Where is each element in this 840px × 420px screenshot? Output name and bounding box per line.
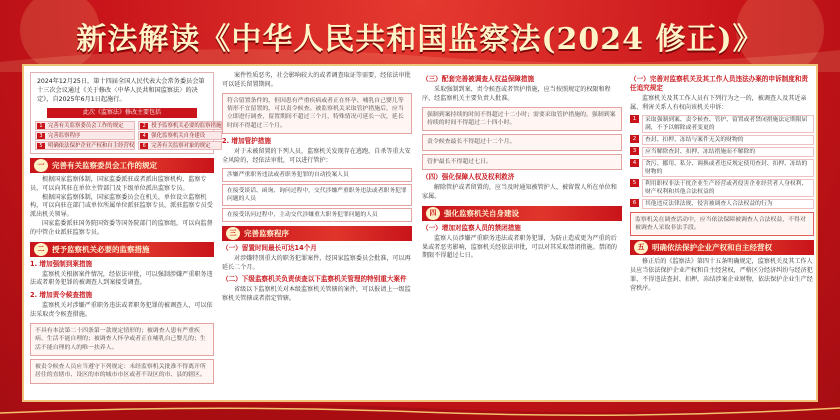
paragraph: 修正后的《监察法》第四十五条明确规定，监察机关及其工作人员应当依法保护企业产权和自主经营权，严格区分经济纠纷与经济犯罪，不得违法查封、扣押、冻结涉案企业财物，依法保护企业生产经营秩序。 bbox=[630, 258, 813, 292]
column-2 bbox=[222, 72, 412, 394]
sub-heading: （二）下级监察机关负责侦查以下监察机关管理的特别重大案件 bbox=[222, 275, 407, 284]
paragraph: 监察人员涉嫌严重职务违法或者职务犯罪，为防止造成更为严重的后果或者恶劣影响，监察机关经依法审批，可以对其采取禁闭措施。禁闭的期限不得超过七日。 bbox=[422, 234, 617, 260]
menu-item: 3 完善监察程序 bbox=[35, 131, 135, 140]
paragraph: 监察机关对涉嫌严重职务违法或者职务犯罪的被调查人，可以依法采取责令候查措施。 bbox=[30, 302, 213, 318]
paragraph: 监察机关根据案件情况，经依法审批，可以强制涉嫌严重职务违法或者职务犯罪的被调查人到案接受调查。 bbox=[30, 270, 213, 287]
paragraph: 国家监委派驻国务院国资委等国务院部门的监察组，可以向监督的中管企业派驻监察专员。 bbox=[30, 219, 213, 236]
page-title: 新法解读《中华人民共和国监察法(2024 修正)》 bbox=[76, 22, 764, 57]
list-item: 6 其他违反法律法规、侵害被调查人合法权益的行为 bbox=[630, 199, 814, 209]
footer-wave-decoration bbox=[0, 398, 840, 420]
menu-item: 1 完善有关监察委员会工作的规定 bbox=[35, 121, 135, 130]
menu-list bbox=[31, 118, 222, 153]
sub-heading: （一）增加对监察人员的禁闭措施 bbox=[422, 223, 521, 232]
intro-box bbox=[30, 72, 222, 154]
column-4 bbox=[630, 72, 814, 394]
sub-heading: （四）强化保障人权及权利救济 bbox=[422, 173, 515, 182]
paragraph: 省级以下监察机关对本级监察机关管辖的案件，可以报请上一级监察机关管辖或者指定管辖。 bbox=[222, 286, 411, 303]
section-header-5: 五 明确依法保护企业产权和自主经营权 bbox=[630, 240, 814, 255]
list-item: 3 应当解除查封、扣押、冻结措施而不解除的 bbox=[630, 147, 814, 157]
info-box: 不具有本法第二十四条第一款规定情形的；被调查人患有严重疾病、生活不能自理的；被调查人怀孕或者正在哺乳自己婴儿的；生活不能自理的人的唯一扶养人。 bbox=[30, 323, 214, 356]
info-box: 强制到案持续的时间不得超过十二小时；需要采取管护措施的，强制到案持续的时间不得超过二十四小时。 bbox=[422, 107, 622, 132]
flow-list bbox=[222, 168, 412, 222]
menu-title: 此次《监察法》修改主要包括 bbox=[47, 108, 197, 118]
flow-item: 涉嫌严重职务违法或者职务犯罪的自动投案人员 bbox=[222, 168, 412, 182]
paragraph: 解除管护或者留置的，应当及时通知被管护人、被留置人所在单位和家属。 bbox=[422, 184, 617, 201]
section-header-2: 二 授予监察机关必要的监察措施 bbox=[30, 242, 214, 257]
menu-item: 4 强化监察机关自身建设 bbox=[138, 131, 222, 140]
sub-heading: 2. 增加责令候查措施 bbox=[30, 291, 93, 300]
flow-item: 在接受谈话、函询、询问过程中，交代涉嫌严重职务违法或者职务犯罪问题的人员 bbox=[222, 184, 412, 206]
info-box: 监察机关在调查活动中，应当依法保障被调查人合法权益，不得对被调查人采取非法手段。 bbox=[630, 212, 814, 237]
list-item: 1 采取强制到案、责令候查、管护、留置或者禁闭措施法定期限届满，不予以解除或者变更的 bbox=[630, 115, 814, 133]
info-box: 管护最长不得超过七日。 bbox=[422, 154, 622, 170]
sub-heading: （一）完善对监察机关及其工作人员违法办案的申诉制度和责任追究规定 bbox=[630, 75, 809, 92]
menu-item: 2 授予监察机关必要的监察措施 bbox=[138, 121, 222, 130]
intro-text: 2024年12月25日，第十四届全国人民代表大会常务委员会第十三次会议通过《关于修改〈中华人民共和国监察法〉的决定》，自2025年6月1日起施行。 bbox=[37, 78, 205, 103]
sub-heading: （一）留置时间最长可达14个月 bbox=[222, 243, 317, 252]
info-box: 符合留置条件的，但因患有严重疾病或者正在怀孕、哺乳自己婴儿等情形不宜留置的，可以责令候查。被监察机关采取管护措施后，应当立即进行调查，留置期间不超过三个月，特殊情况可延长一次，延长时间不得超过三个月。 bbox=[222, 93, 412, 135]
list-item: 4 贪污、挪用、私分、调换或者违反规定使用查封、扣押、冻结的财物的 bbox=[630, 159, 814, 177]
paragraph: 根据国家监察体制，国家监察委员会在机关、单位设立监察机构，可以向驻在部门或单位所属单位派驻监察专员，派驻监察专员受派出机关领导。 bbox=[30, 193, 213, 219]
flow-item: 在接受讯问过程中，主动交代涉嫌重大职务犯罪问题的人员 bbox=[222, 208, 412, 222]
info-box: 责令候查最长不得超过十二个月。 bbox=[422, 134, 622, 150]
sub-heading: （三）配套完善被调查人权益保障措施 bbox=[422, 75, 535, 83]
menu-item: 5 明确依法保护企业产权和自主经营权 bbox=[35, 141, 135, 150]
section-header-4: 四 强化监察机关自身建设 bbox=[422, 206, 622, 221]
paragraph: 案件性质恶劣，社会影响较大的或者调查取证等需要，经依法审批可以延长留置期间。 bbox=[222, 72, 411, 88]
paragraph: 采取强制到案、责令候查或者管护措施，应当按照规定的权限和程序，经监察机关主要负责人批准。 bbox=[422, 86, 611, 102]
sub-heading: 1. 增加强制到案措施 bbox=[30, 259, 93, 268]
paragraph: 对于未被留置的下列人员，监察机关发现存在逃跑、自杀等重大安全风险的，经依法审批，可以进行管护： bbox=[222, 148, 411, 165]
list-item: 5 利用职权非法干扰企业生产经营或者侵害企业经营者人身权利、财产权利和其他合法权益的 bbox=[630, 179, 814, 197]
menu-item: 6 完善有关监察对象的规定 bbox=[138, 141, 222, 150]
paragraph: 监察机关及其工作人员有下列行为之一的，被调查人及其近亲属、利害关系人有权向该机关申诉： bbox=[630, 95, 807, 111]
column-1 bbox=[30, 72, 222, 394]
info-box: 被责令候查人员应当遵守下列规定：未经监察机关批准不得离开所居住的直辖市、设区的市的城市市区或者不设区的市、县的辖区。 bbox=[30, 359, 214, 384]
column-3 bbox=[422, 72, 622, 394]
paragraph: 根据国家监察体制，国家监委派驻或者派出监察机构、监察专员，可以向其驻在单位主管部门及下级单位派出监察专员。 bbox=[30, 176, 207, 192]
section-header-1: 一 完善有关监察委员会工作的规定 bbox=[30, 158, 214, 173]
list-item: 2 查封、扣押、冻结与案件无关的财物的 bbox=[630, 135, 814, 145]
content-board bbox=[22, 64, 818, 402]
sub-heading: 2. 增加管护措施 bbox=[222, 137, 271, 146]
paragraph: 对涉嫌特别重大的职务犯罪案件，经国家监察委员会批准，可以再延长二个月。 bbox=[222, 254, 411, 271]
section-header-3: 三 完善监察程序 bbox=[222, 226, 412, 241]
